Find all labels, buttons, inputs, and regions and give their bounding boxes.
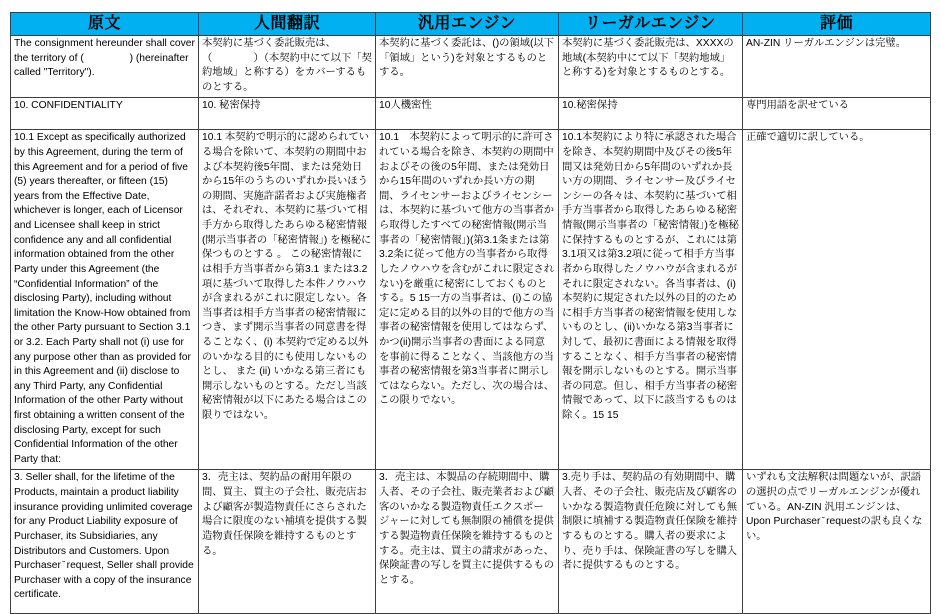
cell-legal: 10.1本契約により特に承認された場合を除き、本契約期間中及びその後5年間又は発効日から5年間のいずれか長い方の期間、ライセンサー及びライセンシーの各々は、本契約に基づいて相手方当事者から取得したあらゆる秘密情報(開示当事者の「秘密情報」)を極秘に保持するものとするが、これには第3.1項又は第3.2項に従って相手方当事者から取得したノウハウが含まれるがそれに限定されない。各当事者は、(i)本契約に規定された以外の目的のために相手方当事者の秘密情報を使用しないものとし、(ii)いかなる第3当事者に対して、最初に書面による情報を取得することなく、相手方当事者の秘密情報を開示しないものとする。開示当事者の同意。但し、相手方当事者の秘密情報であって、以下に該当するものは除く。15 15 xyxy=(559,130,743,470)
cell-human: 10.1 本契約で明示的に認められている場合を除いて、本契約の期間中および本契約後5年間、または発効日から15年のうちのいずれか長いほうの期間、実施許諾者および実施権者は、それぞれ、本契約に基づいて相手方から取得したあらゆる秘密情報 (開示当事者の「秘密情報」) を極秘に保つものとする 。 この秘密情報には相手方当事者から第3.1 または3.2項に基づいて取得した本件ノウハウが含まれるがこれに限定しない。各当事者は相手方当事者の秘密情報につき、まず開示当事者の同意書を得ることなく、(i) 本契約で定める以外のいかなる目的にも使用しないものとし、 また (ii) いかなる第三者にも開示しないものとする。ただし当該秘密情報が以下にあたる場合はこの限りではない。 xyxy=(199,130,376,470)
cell-eval: AN-ZIN リーガルエンジンは完璧。 xyxy=(743,36,931,98)
table-row xyxy=(11,130,931,470)
cell-source: 3. Seller shall, for the lifetime of the Products, maintain a product liability insurance providing unlimited coverage for any Product Liability exposure of Purchaser, its Subsidiaries, any Distributors and Customers. Upon Purchaser ̆ request, Seller shall provide Purchaser with a copy of the insurance certificate. xyxy=(11,470,199,614)
cell-source: 10. CONFIDENTIALITY xyxy=(11,98,199,130)
table-row xyxy=(11,470,931,614)
cell-generic: 3．売主は、本製品の存続期間中、購入者、その子会社、販売業者および顧客のいかなる製造物責任エクスポージャーに対しても無制限の補償を提供する製造物責任保険を維持するものとする。売主は、買主の請求があった、保険証書の写しを買主に提供するものとする。 xyxy=(376,470,559,614)
column-header-human: 人間翻訳 xyxy=(199,13,376,36)
cell-human: 本契約に基づく委託販売は、（ ）（本契約中にて以下「契約地域」と称する）をカバーするものとする。 xyxy=(199,36,376,98)
table-row xyxy=(11,98,931,130)
cell-legal: 本契約に基づく委託販売は、XXXXの地域(本契約中にて以下「契約地域」と称する)を対象とするものとする。 xyxy=(559,36,743,98)
cell-legal: 10.秘密保持 xyxy=(559,98,743,130)
cell-generic: 10.1 本契約によって明示的に許可されている場合を除き、本契約の期間中およびその後の5年間、または発効日から15年間のいずれか長い方の期間、ライセンサーおよびライセンシーは、本契約に基づいて他方の当事者から取得したすべての秘密情報(開示当事者の「秘密情報」)(第3.1条または第3.2条に従って他方の当事者から取得したノウハウを含むがこれに限定されない)を厳重に秘密にしておくものとする。5 15一方の当事者は、(i)この協定に定める目的以外の目的で他方の当事者の秘密情報を使用してはならず、かつ(ii)開示当事者の書面による同意を事前に得ることなく、当該他方の当事者の秘密情報を第3当事者に開示してはならない。ただし、次の場合は、この限りでない。 xyxy=(376,130,559,470)
cell-eval: 正確で適切に訳している。 xyxy=(743,130,931,470)
cell-eval: いずれも文法解釈は問題ないが、訳語の選択の点でリーガルエンジンが優れている。AN-ZIN 汎用エンジンは、Upon Purchaser ̆ requestの訳も良くない。 xyxy=(743,470,931,614)
cell-source: The consignment hereunder shall cover the territory of ( ) (hereinafter called "Territory"). xyxy=(11,36,199,98)
translation-comparison-table xyxy=(10,12,931,614)
column-header-source: 原文 xyxy=(11,13,199,36)
cell-legal: 3.売り手は、契約品の有効期間中、購入者、その子会社、販売店及び顧客のいかなる製造物責任危険に対しても無制限に填補する製造物責任保険を維持するものとする。購入者の要求により、売り手は、保険証書の写しを購入者に提供するものとする。 xyxy=(559,470,743,614)
cell-human: 3．売主は、契約品の耐用年限の間、買主、買主の子会社、販売店および顧客が製造物責任にさらされた場合に限度のない補填を提供する製造物責任保険を維持するものとする。 xyxy=(199,470,376,614)
cell-generic: 10人機密性 xyxy=(376,98,559,130)
cell-eval: 専門用語を訳せている xyxy=(743,98,931,130)
table-header xyxy=(11,13,931,36)
table-body xyxy=(11,36,931,614)
table-row xyxy=(11,36,931,98)
column-header-eval: 評価 xyxy=(743,13,931,36)
column-header-generic: 汎用エンジン xyxy=(376,13,559,36)
cell-generic: 本契約に基づく委託は、()の領域(以下「領域」という)を対象とするものとする。 xyxy=(376,36,559,98)
cell-human: 10. 秘密保持 xyxy=(199,98,376,130)
cell-source: 10.1 Except as specifically authorized by this Agreement, during the term of this Agreement and for a period of five (5) years thereafter, or fifteen (15) years from the Effective Date, whichever is longer, each of Licensor and Licensee shall keep in strict confidence any and all confidential information obtained from the other Party under this Agreement (the “Confidential Information” of the disclosing Party), including without limitation the Know-How obtained from the other Party pursuant to Section 3.1 or 3.2. Each Party shall not (i) use for any purpose other than as provided for in this Agreement and (ii) disclose to any Third Party, any Confidential Information of the other Party without first obtaining a written consent of the disclosing Party, except for such Confidential Information of the other Party that: xyxy=(11,130,199,470)
comparison-sheet xyxy=(10,12,930,614)
header-row xyxy=(11,13,931,36)
column-header-legal: リーガルエンジン xyxy=(559,13,743,36)
